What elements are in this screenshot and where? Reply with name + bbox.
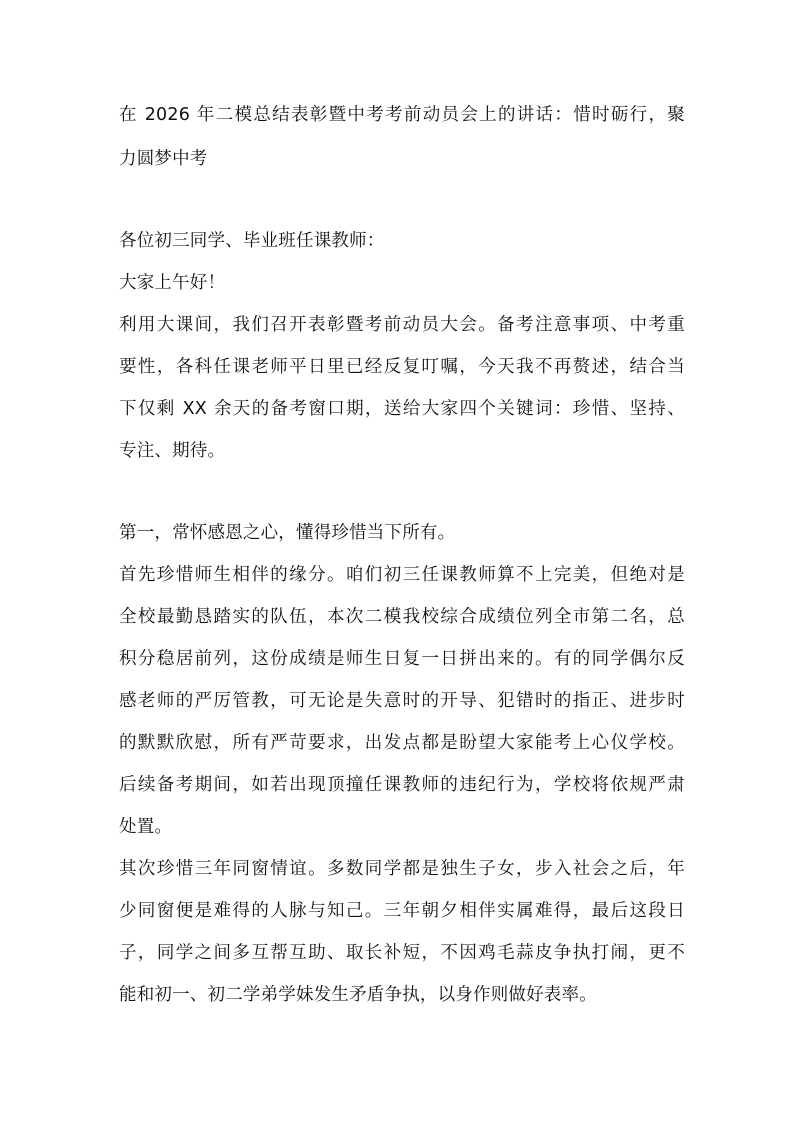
para-1-line-7: 处置。 — [119, 817, 173, 837]
title-line-1: 在 2026 年二模总结表彰暨中考考前动员会上的讲话：惜时砺行，聚 — [119, 105, 685, 125]
para-1-line-4: 感老师的严厉管教，可无论是失意时的开导、犯错时的指正、进步时 — [119, 691, 685, 711]
intro-line-2: 要性，各科任课老师平日里已经反复叮嘱，今天我不再赘述，结合当 — [119, 357, 685, 377]
greeting: 大家上午好！ — [119, 273, 226, 293]
intro-line-4: 专注、期待。 — [119, 441, 226, 461]
title-line-2: 力圆梦中考 — [119, 149, 208, 169]
para-1-line-3: 积分稳居前列，这份成绩是师生日复一日拼出来的。有的同学偶尔反 — [119, 649, 685, 669]
para-2-line-4: 能和初一、初二学弟学妹发生矛盾争执，以身作则做好表率。 — [119, 985, 597, 1005]
section-1-heading: 第一，常怀感恩之心，懂得珍惜当下所有。 — [119, 523, 456, 543]
intro-line-3: 下仅剩 XX 余天的备考窗口期，送给大家四个关键词：珍惜、坚持、 — [119, 399, 685, 419]
para-2-line-3: 子，同学之间多互帮互助、取长补短，不因鸡毛蒜皮争执打闹，更不 — [119, 943, 685, 963]
intro-line-1: 利用大课间，我们召开表彰暨考前动员大会。备考注意事项、中考重 — [119, 315, 685, 335]
para-2-line-1: 其次珍惜三年同窗情谊。多数同学都是独生子女，步入社会之后，年 — [119, 859, 685, 879]
para-1-line-2: 全校最勤恳踏实的队伍，本次二模我校综合成绩位列全市第二名，总 — [119, 607, 685, 627]
salutation: 各位初三同学、毕业班任课教师： — [119, 231, 385, 251]
para-2-line-2: 少同窗便是难得的人脉与知己。三年朝夕相伴实属难得，最后这段日 — [119, 901, 685, 921]
para-1-line-1: 首先珍惜师生相伴的缘分。咱们初三任课教师算不上完美，但绝对是 — [119, 565, 685, 585]
para-1-line-5: 的默默欣慰，所有严苛要求，出发点都是盼望大家能考上心仪学校。 — [119, 733, 685, 753]
para-1-line-6: 后续备考期间，如若出现顶撞任课教师的违纪行为，学校将依规严肃 — [119, 775, 685, 795]
